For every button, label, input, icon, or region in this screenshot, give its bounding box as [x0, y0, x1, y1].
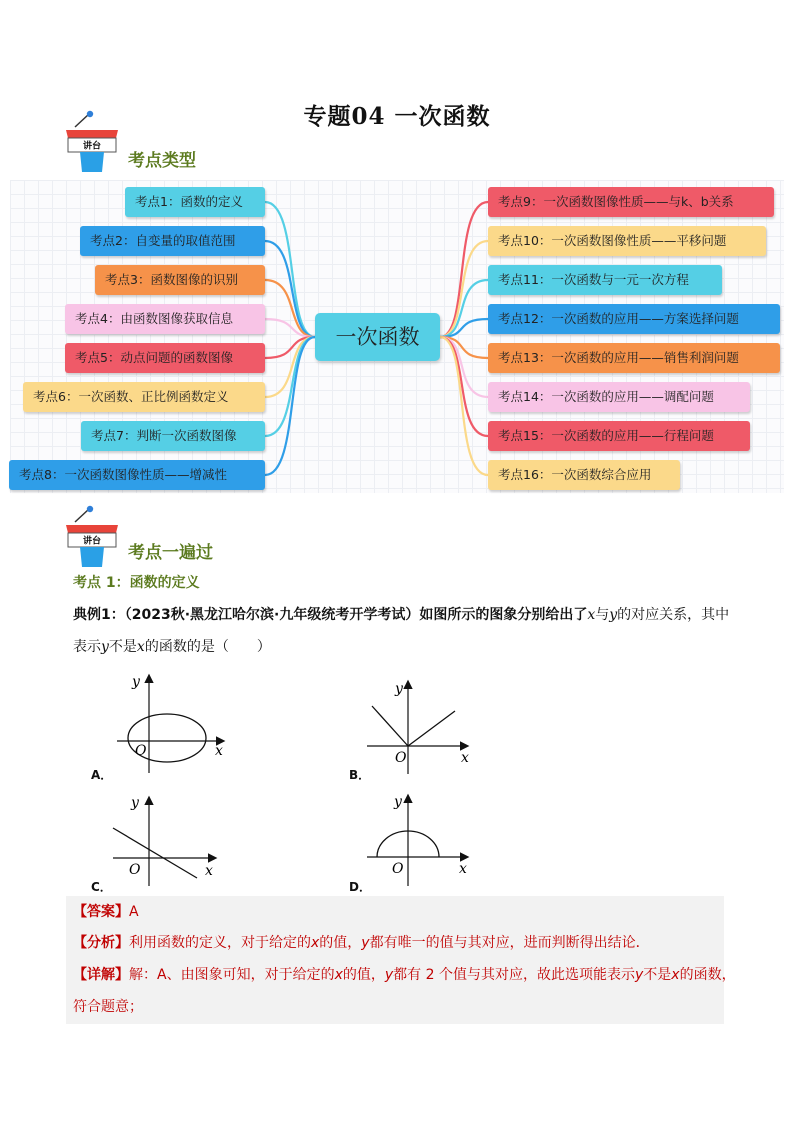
detail-line-2 — [73, 996, 143, 1018]
mindmap-node-10: 考点10：一次函数图像性质——平移问题 — [488, 226, 766, 256]
origin-label: O — [135, 743, 147, 759]
mindmap-center-node: 一次函数 — [315, 313, 440, 361]
mindmap-node-2: 考点2：自变量的取值范围 — [80, 226, 265, 256]
connector-line — [265, 280, 315, 337]
origin-label: O — [392, 861, 404, 877]
axis-y-label: y — [394, 794, 402, 810]
topic-heading: 考点 1：函数的定义 — [73, 575, 200, 591]
mindmap-node-16: 考点16：一次函数综合应用 — [488, 460, 680, 490]
podium-label: 讲台 — [82, 536, 102, 547]
mindmap-node-11: 考点11：一次函数与一元一次方程 — [488, 265, 722, 295]
detail-text: 符合题意； — [73, 999, 143, 1015]
mindmap-node-4: 考点4：由函数图像获取信息 — [65, 304, 265, 334]
detail-text: 都有 2 个值与其对应，故此选项能表示 — [393, 967, 635, 983]
var-x: x — [311, 935, 320, 951]
analysis-tag: 【分析】 — [73, 935, 129, 951]
option-d-label: D． — [349, 880, 371, 894]
option-b-label: B． — [349, 768, 371, 782]
detail-text: 不是 — [643, 967, 672, 983]
connector-line — [440, 280, 488, 337]
mindmap-node-14: 考点14：一次函数的应用——调配问题 — [488, 382, 750, 412]
var-x: x — [671, 967, 680, 983]
page-title: 专题04 一次函数 — [303, 103, 491, 130]
origin-label: O — [395, 750, 407, 766]
var-y: y — [101, 639, 109, 655]
axis-y-label: y — [131, 795, 139, 811]
mindmap-node-3: 考点3：函数图像的识别 — [95, 265, 265, 295]
section-heading-review: 考点一遍过 — [128, 543, 213, 563]
analysis-text: 都有唯一的值与其对应，进而判断得出结论． — [369, 935, 650, 951]
detail-text: 的函数， — [679, 967, 736, 983]
mindmap-node-1: 考点1：函数的定义 — [125, 187, 265, 217]
option-d-graph — [355, 790, 485, 890]
var-x: x — [334, 967, 343, 983]
analysis-text: 利用函数的定义，对于给定的 — [129, 935, 311, 951]
var-x: x — [587, 607, 596, 623]
option-a-graph — [105, 668, 235, 778]
option-c-label: C． — [91, 880, 112, 894]
text-and: 与 — [595, 607, 610, 623]
mindmap-node-12: 考点12：一次函数的应用——方案选择问题 — [488, 304, 780, 334]
mindmap-node-15: 考点15：一次函数的应用——行程问题 — [488, 421, 750, 451]
detail-line — [73, 964, 736, 986]
axis-x-label: x — [205, 863, 213, 879]
mindmap-node-13: 考点13：一次函数的应用——销售利润问题 — [488, 343, 780, 373]
connector-line — [265, 202, 315, 337]
analysis-text: 的值， — [319, 935, 362, 951]
detail-text: 的值， — [342, 967, 385, 983]
section-heading-types: 考点类型 — [128, 151, 196, 171]
answer-tag: 【答案】 — [73, 904, 129, 920]
podium-label: 讲台 — [82, 141, 102, 152]
text-suffix: 的函数的是（ ） — [144, 639, 271, 655]
option-a-label: A． — [91, 768, 113, 782]
mindmap-node-6: 考点6：一次函数、正比例函数定义 — [23, 382, 265, 412]
mindmap-node-9: 考点9：一次函数图像性质——与k、b关系 — [488, 187, 774, 217]
var-y: y — [361, 935, 370, 951]
text-suffix: 的对应关系，其中 — [617, 607, 730, 623]
axis-y-label: y — [132, 674, 140, 690]
var-x: x — [136, 639, 145, 655]
question-source: 典例1：（2023秋·黑龙江哈尔滨·九年级统考开学考试）如图所示的图象分别给出了 — [73, 607, 588, 623]
var-y: y — [384, 967, 394, 983]
var-y: y — [634, 967, 644, 983]
analysis-line — [73, 932, 650, 954]
podium-icon — [62, 505, 122, 567]
connector-line — [265, 337, 315, 397]
mindmap-node-8: 考点8：一次函数图像性质——增减性 — [9, 460, 265, 490]
axis-x-label: x — [215, 743, 223, 759]
var-y: y — [609, 607, 618, 623]
answer-line — [73, 901, 139, 923]
axis-y-label: y — [395, 681, 403, 697]
mindmap-node-7: 考点7：判断一次函数图像 — [81, 421, 265, 451]
mindmap-node-5: 考点5：动点问题的函数图像 — [65, 343, 265, 373]
text-mid: 不是 — [108, 639, 137, 655]
axis-x-label: x — [461, 750, 469, 766]
option-b-graph — [355, 676, 485, 776]
answer-box — [66, 896, 724, 1024]
connector-line — [440, 337, 488, 397]
question-line-1 — [73, 604, 729, 626]
detail-text: 解：A、由图象可知，对于给定的 — [129, 967, 335, 983]
option-c-graph — [105, 790, 235, 890]
axis-x-label: x — [459, 861, 467, 877]
answer-value: A — [129, 904, 139, 920]
text-prefix: 表示 — [73, 639, 101, 655]
question-line-2 — [73, 636, 271, 658]
origin-label: O — [129, 862, 141, 878]
connector-line — [440, 202, 488, 337]
detail-tag: 【详解】 — [73, 967, 129, 983]
